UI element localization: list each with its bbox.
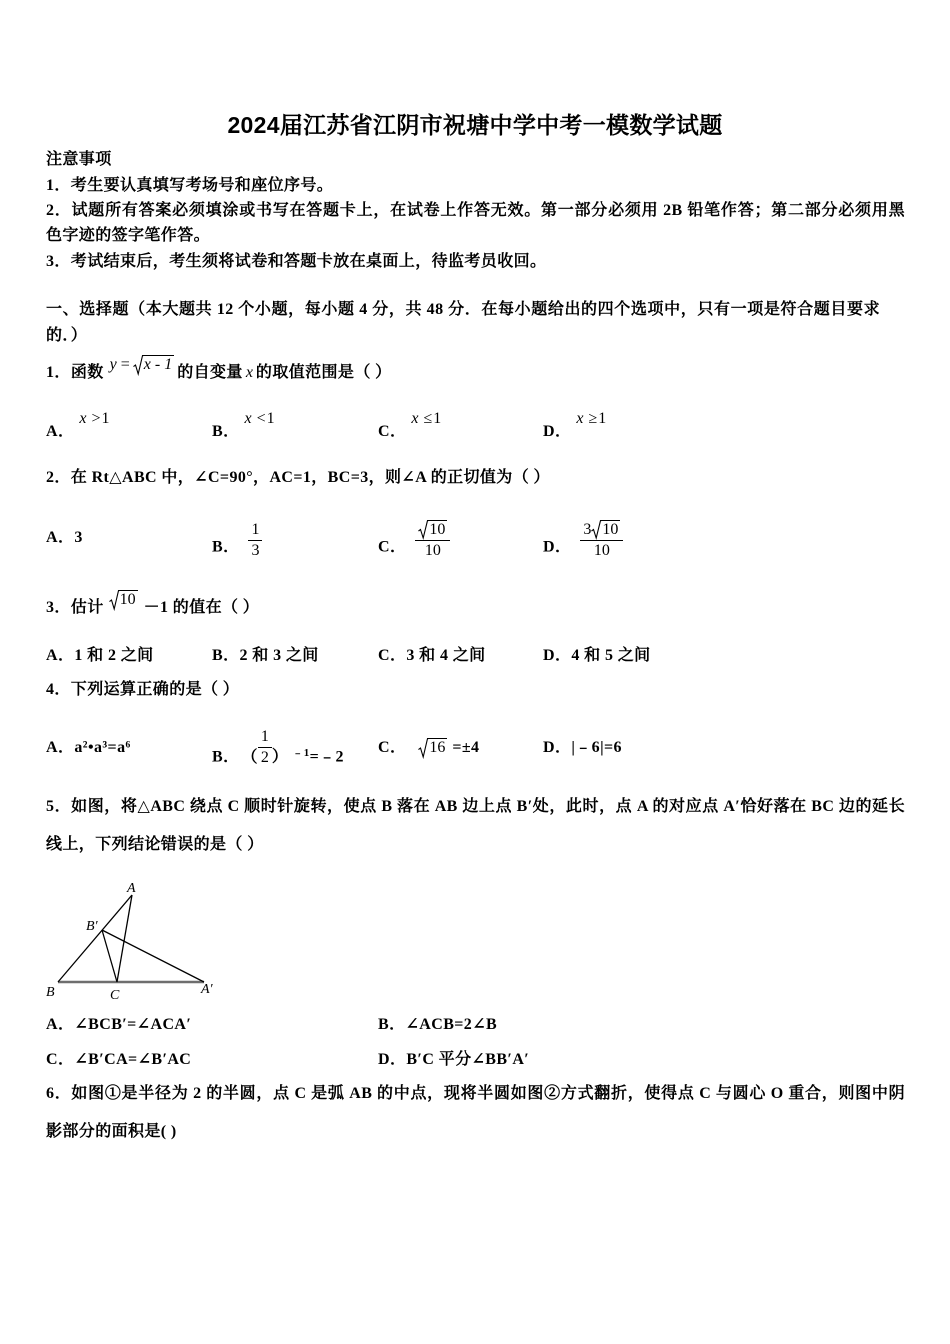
option-rest: =﹣2 (309, 748, 344, 766)
section-heading-line-1: 一、选择题（本大题共 12 个小题，每小题 4 分，共 48 分．在每小题给出的四个选项中，只有一项是符合题目要求 (46, 301, 880, 318)
notice-item-3: 3．考试结束后，考生须将试卷和答题卡放在桌面上，待监考员收回。 (46, 253, 547, 270)
option-expression (79, 409, 109, 429)
coefficient: 3 (583, 521, 592, 538)
segment-b-a (58, 895, 132, 982)
expr-op: ≤ (423, 410, 433, 427)
q4-option-a (46, 738, 131, 758)
q4-option-b (212, 728, 344, 778)
formula-equals: = (120, 356, 130, 373)
square-root (418, 520, 447, 539)
q5-option-a (46, 1015, 191, 1035)
q2-option-d (543, 521, 623, 568)
option-text: ∠B′CA=∠B′AC (74, 1051, 192, 1068)
radicand: 16 (429, 739, 446, 756)
square-root (591, 520, 620, 539)
q2-option-b (212, 521, 262, 568)
option-label: B． (378, 1016, 406, 1033)
option-label: B． (212, 748, 240, 766)
option-text: 1 和 2 之间 (74, 647, 154, 664)
fraction (258, 727, 272, 767)
option-text: 2 和 3 之间 (239, 647, 319, 664)
radicand: x - 1 (143, 356, 173, 373)
notice-item-2-line-2: 色字迹的签字笔作答。 (46, 227, 211, 244)
exam-title: 2024届江苏省江阴市祝塘中学中考一模数学试题 (227, 112, 723, 138)
option-text: |﹣6|=6 (571, 739, 622, 756)
expr-op: < (256, 410, 266, 427)
segment-b-prime-c (102, 930, 117, 982)
function-formula (110, 355, 175, 375)
question-5-stem-line-1: 5．如图，将△ABC 绕点 C 顺时针旋转，使点 B 落在 AB 边上点 B′处，此时，点 A 的对应点 A′恰好落在 BC 边的延长 (46, 798, 905, 815)
q5-triangle-figure (44, 876, 224, 1002)
radical-sign-icon (109, 590, 119, 610)
option-text: 4 和 5 之间 (571, 647, 651, 664)
q2-option-a (46, 528, 83, 548)
expr-var: x (244, 410, 252, 427)
notice-heading: 注意事项 (46, 151, 112, 168)
option-label: C． (378, 423, 407, 440)
option-text: a²•a³=a⁶ (74, 739, 131, 756)
option-label: C． (378, 739, 407, 756)
stem-text: －1 的值在（ ） (143, 599, 260, 616)
option-expression (411, 409, 441, 429)
option-text: B′C 平分∠BB′A′ (406, 1051, 530, 1068)
option-label: D． (543, 538, 572, 556)
fraction-numerator (415, 520, 450, 541)
fraction-numerator (580, 520, 623, 541)
option-label: B． (212, 538, 240, 556)
option-value: 3 (74, 529, 83, 546)
q5-option-d (378, 1050, 529, 1070)
expr-op: ≥ (588, 410, 598, 427)
q4-option-c (378, 738, 479, 758)
q5-option-c (46, 1050, 191, 1070)
option-label: A． (46, 1016, 75, 1033)
option-label: A． (46, 529, 75, 546)
q5-option-b (378, 1015, 497, 1035)
option-label: A． (46, 647, 75, 664)
question-1-stem (46, 356, 392, 383)
sqrt-expression (109, 590, 138, 610)
question-3-stem (46, 591, 260, 618)
fraction-denominator: 2 (260, 749, 269, 766)
expr-var: x (411, 410, 419, 427)
q1-option-b (212, 410, 275, 442)
expr-var: x (576, 410, 584, 427)
notice-item-1: 1．考生要认真填写考场号和座位序号。 (46, 177, 334, 194)
option-text: ∠BCB′=∠ACA′ (74, 1016, 192, 1033)
q1-option-d (543, 410, 607, 442)
square-root (109, 590, 138, 610)
segment-b-prime-a-prime (102, 930, 204, 982)
formula-y: y (109, 356, 117, 373)
radical-sign-icon (591, 520, 601, 539)
label-b-prime: B′ (86, 919, 98, 934)
exponent: ﹣1 (292, 746, 310, 759)
fraction-denominator: 3 (251, 542, 260, 559)
notice-item-2-line-1: 2．试题所有答案必须填涂或书写在答题卡上，在试卷上作答无效。第一部分必须用 2B 铅笔作答；第二部分必须用黑 (46, 202, 905, 219)
q1-option-a (46, 410, 110, 442)
label-b: B (46, 985, 55, 1000)
option-label: D． (543, 423, 572, 440)
fraction-numerator: 1 (248, 520, 262, 541)
option-label: A． (46, 739, 75, 756)
option-label: B． (212, 647, 240, 664)
open-paren: （ (249, 748, 258, 766)
variable-x: x (245, 364, 253, 381)
q3-option-d (543, 646, 651, 666)
expr-num: 1 (433, 410, 442, 427)
label-c: C (110, 988, 120, 1002)
label-a: A (127, 881, 136, 896)
label-a-prime: A′ (201, 982, 213, 997)
close-paren: ） (271, 748, 289, 766)
option-text: ∠ACB=2∠B (405, 1016, 498, 1033)
q3-option-a (46, 646, 154, 666)
fraction (415, 520, 450, 560)
question-5-stem-line-2: 线上，下列结论错误的是（ ） (46, 836, 264, 853)
fraction-numerator: 1 (258, 727, 272, 748)
question-number: 1． (46, 364, 71, 381)
option-label: D． (378, 1051, 407, 1068)
radicand: 10 (119, 591, 136, 608)
stem-text: 的自变量 (177, 364, 243, 381)
fraction-denominator: 10 (593, 542, 610, 559)
expr-num: 1 (101, 410, 110, 427)
option-label: A． (46, 423, 75, 440)
q3-option-b (212, 646, 319, 666)
radicand: 10 (602, 521, 619, 538)
question-4-stem: 4．下列运算正确的是（ ） (46, 681, 240, 698)
square-root (418, 738, 447, 758)
radical-sign-icon (133, 355, 143, 375)
option-rest: =±4 (452, 739, 480, 756)
q2-option-c (378, 521, 450, 568)
q3-option-c (378, 646, 486, 666)
expr-num: 1 (266, 410, 275, 427)
option-label: C． (378, 647, 407, 664)
question-2-stem: 2．在 Rt△ABC 中，∠C=90°，AC=1，BC=3，则∠A 的正切值为（ ） (46, 469, 550, 486)
fraction (248, 520, 262, 560)
radical-sign-icon (418, 520, 428, 539)
option-label: D． (543, 647, 572, 664)
question-6-stem-line-2: 影部分的面积是( ) (46, 1123, 177, 1140)
fraction (580, 520, 623, 560)
q4-option-d (543, 738, 622, 758)
fraction-denominator: 10 (424, 542, 441, 559)
option-expression (244, 409, 274, 429)
square-root (133, 355, 174, 375)
expr-num: 1 (598, 410, 607, 427)
option-label: C． (378, 538, 407, 556)
option-label: B． (212, 423, 240, 440)
q1-option-c (378, 410, 442, 442)
stem-text: 3．估计 (46, 599, 104, 616)
expr-op: > (91, 410, 101, 427)
expr-var: x (79, 410, 87, 427)
option-label: D． (543, 739, 572, 756)
option-label: C． (46, 1051, 75, 1068)
option-text: 3 和 4 之间 (406, 647, 486, 664)
question-6-stem-line-1: 6．如图①是半径为 2 的半圆，点 C 是弧 AB 的中点，现将半圆如图②方式翻折，使得点 C 与圆心 O 重合，则图中阴 (46, 1085, 905, 1102)
option-expression (576, 409, 606, 429)
section-heading-line-2: 的．） (46, 327, 88, 344)
stem-text: 的取值范围是（ ） (255, 364, 392, 381)
stem-text: 函数 (70, 364, 104, 381)
sqrt-expression (418, 739, 447, 756)
radical-sign-icon (418, 738, 428, 758)
radicand: 10 (429, 521, 446, 538)
